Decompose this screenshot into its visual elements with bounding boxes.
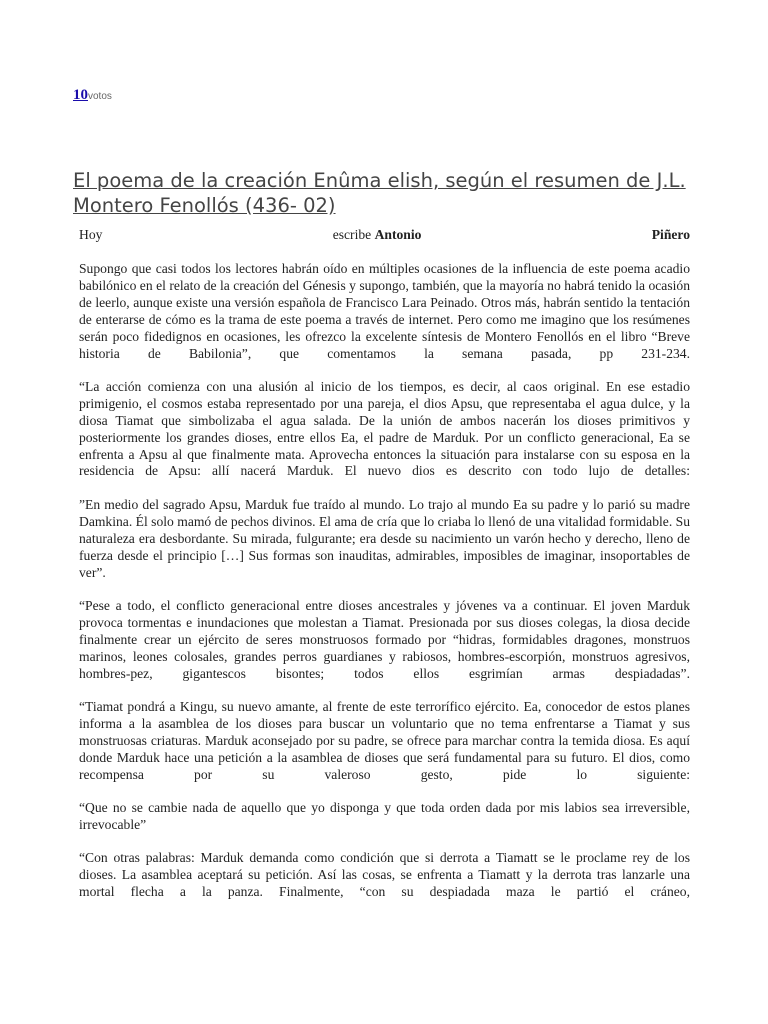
article-body <box>79 261 690 918</box>
paragraph: “Pese a todo, el conflicto generacional entre dioses ancestrales y jóvenes va a continuar. El joven Marduk provoca tormentas e inundaciones que molestan a Tiamat. Presionada por sus dioses colegas, la diosa decide finalmente crear un ejército de seres monstruosos formado por “hidras, formidables dragones, monstruos marinos, leones colosales, grandes perros guardianes y rabiosos, hombres-escorpión, monstruos agresivos, hombres-pez, gigantescos bisontes; todos ellos esgrimían armas despiadadas”. <box>79 597 690 681</box>
author-first-name: Antonio <box>374 227 422 242</box>
byline-middle: escribe <box>332 227 372 242</box>
votes-count-link[interactable]: 10 <box>73 87 88 103</box>
paragraph: “Que no se cambie nada de aquello que yo disponga y que toda orden dada por mis labios sea irreversible, irrevocable” <box>79 799 690 832</box>
article-byline <box>79 226 690 243</box>
paragraph: “Con otras palabras: Marduk demanda como condición que si derrota a Tiamatt se le proclame rey de los dioses. La asamblea aceptará su petición. Así las cosas, se enfrenta a Tiamatt y la derrota tras lanzarle una mortal flecha a la panza. Finalmente, “con su despiadada maza le partió el cráneo, <box>79 850 690 900</box>
article-title[interactable]: El poema de la creación Enûma elish, según el resumen de J.L. Montero Fenollós (436- 02) <box>73 169 686 217</box>
paragraph: “La acción comienza con una alusión al inicio de los tiempos, es decir, al caos original. En ese estadio primigenio, el cosmos estaba representado por una pareja, el dios Apsu, que representaba el agua dulce, y la diosa Tiamat que simbolizaba el agua salada. De la unión de ambos nacerán los dioses primitivos y posteriormente los grandes dioses, entre ellos Ea, el padre de Marduk. Por un conflicto generacional, Ea se enfrenta a Apsu al que finalmente mata. Aprovecha entonces la situación para instalarse con su esposa en la residencia de Apsu: allí nacerá Marduk. El nuevo dios es descrito con todo lujo de detalles: <box>79 378 690 479</box>
author-last-name: Piñero <box>651 227 690 242</box>
byline-author <box>333 226 422 243</box>
byline-prefix: Hoy <box>79 227 103 242</box>
votes-label: votos <box>88 91 112 102</box>
paragraph: ”En medio del sagrado Apsu, Marduk fue traído al mundo. Lo trajo al mundo Ea su padre y lo parió su madre Damkina. Él solo mamó de pechos divinos. El ama de cría que lo criaba lo llenó de una vitalidad formidable. Su naturaleza era desbordante. Su mirada, fulgurante; era desde su nacimiento un varón hecho y derecho, lleno de fuerza desde el principio […] Sus formas son inauditas, admirables, imposibles de imaginar, insoportables de ver”. <box>79 496 690 580</box>
votes-counter <box>73 86 112 104</box>
paragraph: “Tiamat pondrá a Kingu, su nuevo amante, al frente de este terrorífico ejército. Ea, conocedor de estos planes informa a la asamblea de los dioses para buscar un voluntario que no tema enfrentarse a Tiamat y sus monstruosas criaturas. Marduk aconsejado por su padre, se ofrece para marchar contra la temida diosa. Es aquí donde Marduk hace una petición a la asamblea de dioses que será fundamental para su futuro. El dios, como recompensa por su valeroso gesto, pide lo siguiente: <box>79 698 690 782</box>
paragraph: Supongo que casi todos los lectores habrán oído en múltiples ocasiones de la influencia de este poema acadio babilónico en el relato de la creación del Génesis y supongo, también, que la mayoría no habrá tenido la ocasión de leerlo, aunque existe una versión española de Francisco Lara Peinado. Otros más, habrán sentido la tentación de enterarse de cómo es la trama de este poema a través de internet. Pero como me imagino que los resúmenes serán poco fidedignos en ocasiones, les ofrezco la excelente síntesis de Montero Fenollós en el libro “Breve historia de Babilonia”, que comentamos la semana pasada, pp 231-234. <box>79 261 690 361</box>
